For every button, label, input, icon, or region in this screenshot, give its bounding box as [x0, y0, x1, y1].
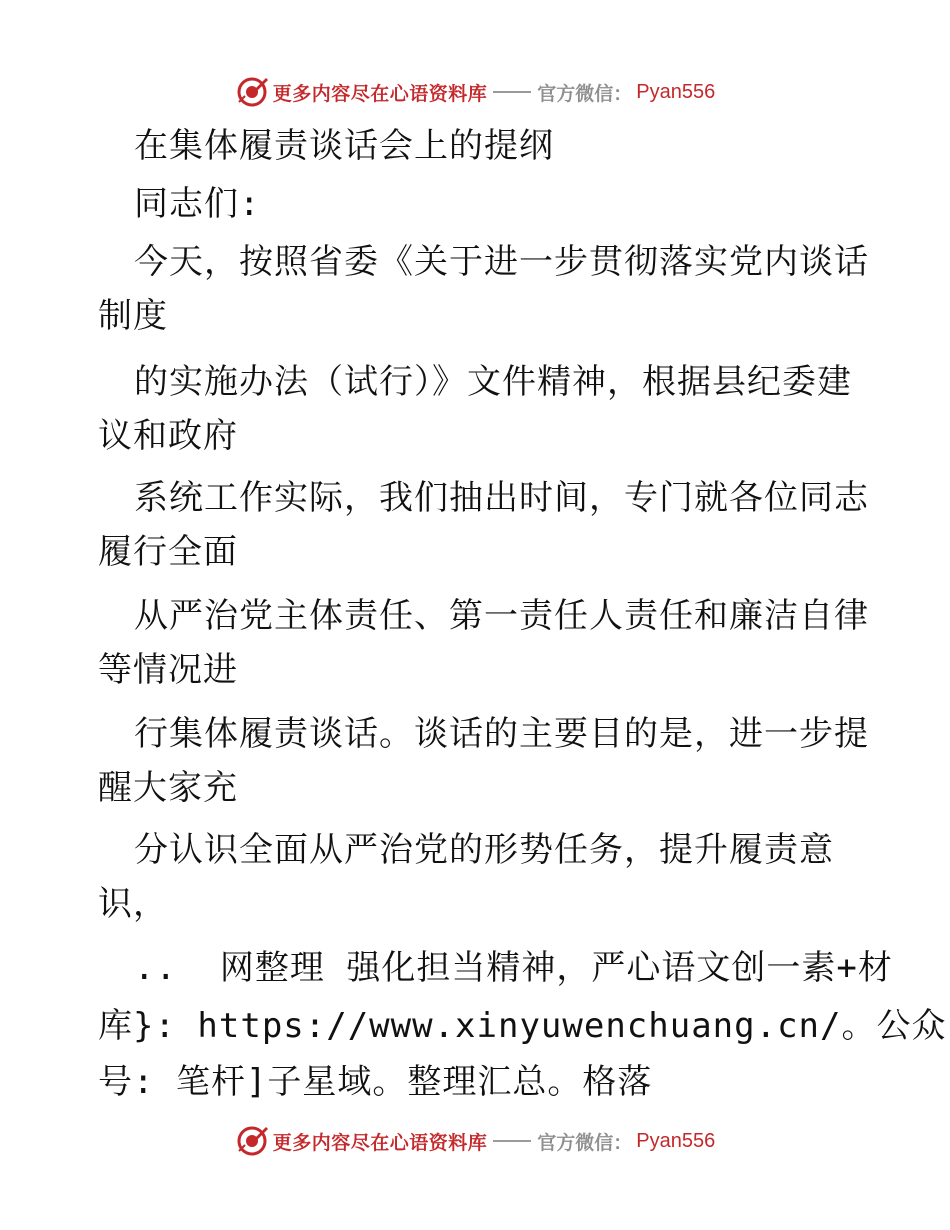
- document-line: 从严治党主体责任、第一责任人责任和廉洁自律: [134, 596, 869, 636]
- document-line: 等情况进: [98, 650, 238, 690]
- watermark-label: 官方微信：: [537, 1131, 633, 1154]
- watermark-dash: [493, 91, 531, 93]
- document-line: 制度: [98, 296, 168, 336]
- brush-logo-icon: [235, 75, 269, 109]
- document-line: 同志们:: [134, 184, 261, 224]
- document-line: 库}: https://www.xinyuwenchuang.cn/。公众: [98, 1006, 947, 1046]
- document-line: 议和政府: [98, 416, 238, 456]
- watermark-text: 更多内容尽在心语资料库: [272, 82, 488, 105]
- document-title: 在集体履责谈话会上的提纲: [134, 126, 554, 166]
- document-line: 分认识全面从严治党的形势任务，提升履责意: [134, 830, 834, 870]
- header-watermark: [0, 72, 950, 112]
- brush-logo-icon: [235, 1124, 269, 1158]
- document-line: 履行全面: [98, 532, 238, 572]
- watermark-text: 更多内容尽在心语资料库: [272, 1131, 488, 1154]
- footer-watermark: [0, 1121, 950, 1161]
- watermark-id: Pyan556: [636, 1129, 716, 1152]
- document-line: 醒大家充: [98, 768, 238, 808]
- watermark-dash: [493, 1140, 531, 1142]
- watermark-label: 官方微信：: [537, 82, 633, 105]
- document-line: 的实施办法（试行）》文件精神，根据县纪委建: [134, 362, 852, 402]
- document-line: 今天，按照省委《关于进一步贯彻落实党内谈话: [134, 242, 869, 282]
- document-line: .. 网整理 强化担当精神，严心语文创一素+材: [134, 948, 893, 988]
- document-line: 识，: [98, 884, 168, 924]
- watermark-id: Pyan556: [636, 80, 716, 103]
- document-line: 号: 笔杆]子星域。整理汇总。格落: [98, 1062, 653, 1102]
- document-line: 行集体履责谈话。谈话的主要目的是，进一步提: [134, 714, 869, 754]
- document-line: 系统工作实际，我们抽出时间，专门就各位同志: [134, 478, 869, 518]
